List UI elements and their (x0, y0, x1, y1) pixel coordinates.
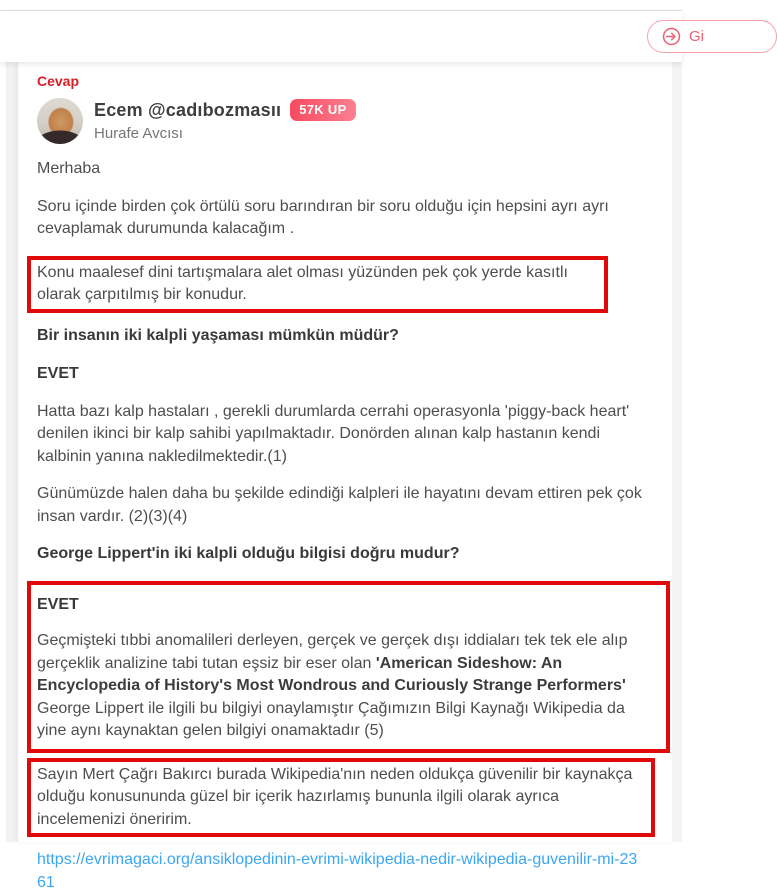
body-paragraph-2: Günümüzde halen daha bu şekilde edindiği kalpleri ile hayatını devam ettiren pek çok insan vardır. (2)(3)(4) (37, 485, 642, 525)
answer-body (37, 158, 658, 894)
avatar[interactable] (37, 98, 83, 144)
highlighted-paragraph-3: Sayın Mert Çağrı Bakırcı burada Wikipedia'nın neden oldukça güvenilir bir kaynakça olduğu konusununda güzel bir içerik hazırlamış bununla ilgili olarak ayrıca incelemenizi öneririm. (37, 765, 633, 828)
author-meta (94, 98, 356, 142)
login-arrow-circle-icon (662, 27, 681, 46)
question-heading-2: George Lippert'in iki kalpli olduğu bilgisi doğru mudur? (37, 545, 460, 562)
annotation-box-3 (27, 758, 655, 838)
answer-heading-1: EVET (37, 364, 79, 382)
answer-heading-2: EVET (37, 596, 79, 613)
login-button[interactable] (647, 20, 777, 53)
xper-points-badge: 57K UP (290, 99, 355, 121)
annotation-box-1 (27, 256, 608, 313)
highlight2-text-pre: Geçmişteki tıbbi anomalileri derleyen, gerçek ve gerçek dışı iddiaları tek tek ele alıp gerçeklik analizine tabi tutan eşsiz bir eser olan (37, 632, 628, 672)
browser-top-strip (0, 0, 682, 11)
highlight2-text-post: George Lippert ile ilgili bu bilgiyi onaylamıştır Çağımızın Bilgi Kaynağı Wikipedia da yine aynı kaynaktan gelen bilgiyi onamaktadır (5) (37, 699, 625, 739)
answer-section-label: Cevap (37, 73, 80, 89)
author-title: Hurafe Avcısı (94, 125, 183, 142)
page-background-gutter-left (6, 62, 18, 842)
highlighted-paragraph-1: Konu maalesef dini tartışmalara alet olması yüzünden pek çok yerde kasıtlı olarak çarpıtılmış bir konudur. (37, 263, 568, 303)
login-button-label: Gi (689, 28, 704, 45)
body-paragraph-1: Hatta bazı kalp hastaları , gerekli durumlarda cerrahi operasyonla 'piggy-back heart' denilen ikinci bir kalp sahibi yapılmaktadır. Donörden alınan kalp hastanın kendi kalbinin yanına nakledilmektedir.(1) (37, 402, 630, 465)
annotation-box-2 (27, 581, 670, 753)
intro-paragraph: Soru içinde birden çok örtülü soru barındıran bir soru olduğu için hepsini ayrı ayrı cevaplamak durumunda kalacağım . (37, 197, 609, 237)
source-link[interactable]: https://evrimagaci.org/ansiklopedinin-evrimi-wikipedia-nedir-wikipedia-guvenilir-mi-2361 (37, 851, 638, 891)
greeting-paragraph: Merhaba (37, 160, 101, 177)
answer-author-row (37, 98, 658, 144)
author-username[interactable]: Ecem @cadıbozmasıı (94, 99, 282, 120)
page-background-gutter-right (672, 62, 682, 842)
question-heading-1: Bir insanın iki kalpli yaşaması mümkün müdür? (37, 326, 399, 344)
book-title-bold: 'American Sideshow: An Encyclopedia of History's Most Wondrous and Curiously Strange Performers' (37, 654, 626, 694)
highlighted-paragraph-2 (37, 630, 656, 743)
answer-card (18, 62, 672, 891)
site-header (0, 11, 704, 62)
